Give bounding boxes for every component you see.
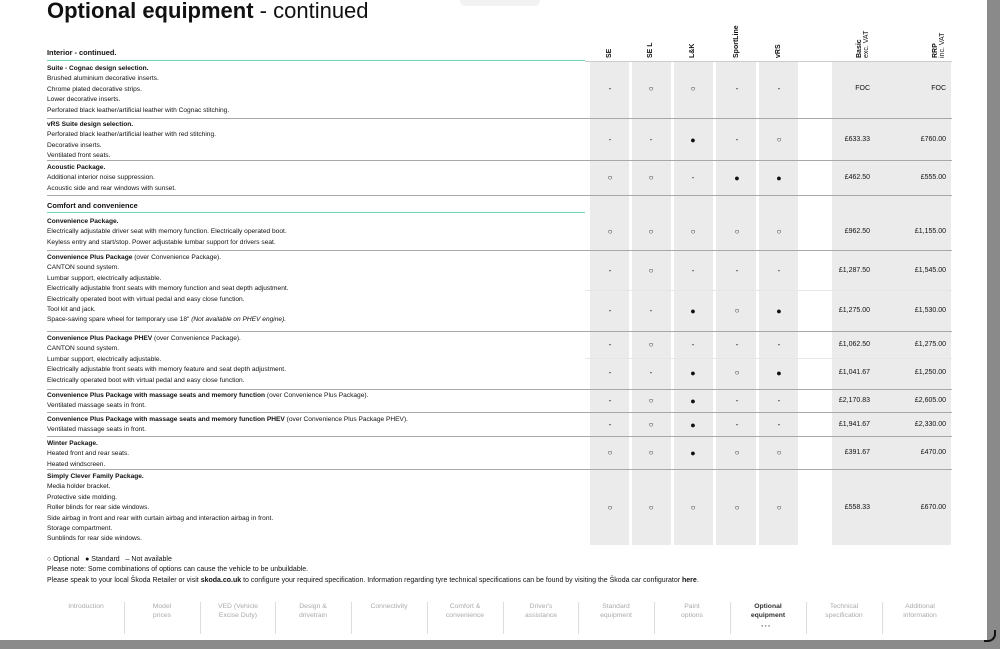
nav-label: Optional (754, 603, 782, 610)
not-available-dash: - (735, 420, 739, 429)
standard-dot: ● (690, 448, 696, 458)
nav-separator (427, 602, 428, 634)
column-header-sportline: SportLine (733, 25, 740, 58)
nav-separator (124, 602, 125, 634)
nav-separator (730, 602, 731, 634)
option-name: vRS Suite design selection. (47, 121, 134, 128)
optional-circle: ○ (648, 340, 654, 349)
standard-dot: ● (690, 420, 696, 430)
not-available-dash: - (777, 340, 781, 349)
nav-separator (275, 602, 276, 634)
optional-circle: ○ (607, 173, 613, 182)
column-background-6 (879, 62, 951, 545)
column-header-vrs: vRS (775, 44, 782, 58)
nav-label-line2: drivetrain (299, 612, 327, 619)
not-available-dash: - (608, 420, 612, 429)
not-available-dash: - (735, 266, 739, 275)
nav-label-line2: prices (152, 612, 172, 619)
option-feature-line: Media holder bracket. (47, 483, 111, 491)
nav-separator (351, 602, 352, 634)
not-available-dash: - (608, 135, 612, 144)
not-available-dash: - (608, 266, 612, 275)
nav-label: Comfort & (449, 603, 481, 610)
row-divider (47, 389, 952, 390)
not-available-dash: - (649, 368, 653, 377)
row-name (47, 253, 221, 263)
option-feature-line: Chrome plated decorative strips. (47, 85, 142, 93)
option-feature-line: Electrically adjustable front seats with memory feature and seat depth adjustment. (47, 366, 286, 374)
row-name (47, 472, 144, 482)
not-available-dash: - (777, 266, 781, 275)
nav-separator (654, 602, 655, 634)
nav-item-comfort[interactable] (427, 602, 503, 620)
row-divider (47, 118, 952, 119)
option-feature-line: Electrically adjustable front seats with memory function and seat depth adjustment. (47, 285, 289, 293)
optional-circle: ○ (648, 420, 654, 429)
option-feature-line: CANTON sound system. (47, 345, 120, 353)
option-note: (over Convenience Package). (152, 335, 241, 342)
not-available-dash: - (735, 84, 739, 93)
standard-dot: ● (734, 173, 740, 183)
rrp-price: £1,250.00 (914, 369, 946, 376)
option-name: Convenience Plus Package (47, 254, 133, 261)
option-feature-line: CANTON sound system. (47, 264, 120, 272)
nav-label-line2: assistance (524, 612, 558, 619)
note-unbuildable: Please note: Some combinations of options can cause the vehicle to be unbuildable. (47, 566, 309, 573)
column-header-lk: L&K (689, 43, 696, 58)
column-header-se: SE (606, 48, 613, 58)
rrp-price: £760.00 (920, 136, 946, 143)
nav-label: Technical (829, 603, 859, 610)
legend-symbol: ● (79, 556, 92, 563)
standard-dot: ● (776, 368, 782, 378)
option-feature-line (47, 315, 286, 325)
rrp-price: £670.00 (920, 504, 946, 511)
nav-label-line2: convenience (445, 612, 485, 619)
nav-label: Paint (684, 603, 700, 610)
optional-circle: ○ (648, 448, 654, 457)
option-feature-line: Lower decorative inserts. (47, 96, 121, 104)
rrp-price: £470.00 (920, 449, 946, 456)
optional-circle: ○ (734, 503, 740, 512)
basic-price: £558.33 (844, 504, 870, 511)
nav-label: Standard (602, 603, 630, 610)
row-name (47, 217, 118, 227)
basic-price: £633.33 (844, 136, 870, 143)
standard-dot: ● (776, 306, 782, 316)
nav-label: Introduction (68, 603, 104, 610)
optional-circle: ○ (648, 266, 654, 275)
row-divider (47, 436, 952, 437)
legend-na: Not available (131, 556, 172, 563)
optional-circle: ○ (734, 227, 740, 236)
note-text: Please speak to your local Škoda Retailer or visit (47, 577, 201, 584)
row-name (47, 163, 105, 173)
nav-label-line2: equipment (750, 612, 786, 619)
row-name (47, 120, 133, 130)
nav-item-standard[interactable] (578, 602, 654, 620)
nav-item-introduction[interactable] (48, 602, 124, 611)
nav-separator (200, 602, 201, 634)
standard-dot: ● (690, 306, 696, 316)
option-feature-line: Heated windscreen. (47, 460, 106, 468)
price-col-label: RRP (932, 43, 939, 58)
sub-row-divider (585, 290, 952, 291)
option-feature-line: Side airbag in front and rear with curtain airbag and interaction airbag in front. (47, 514, 274, 522)
rrp-price: £1,275.00 (914, 341, 946, 348)
option-feature-line: Storage compartment. (47, 525, 113, 532)
note-text: to configure your required specification. Information regarding tyre technical specifications can be found by visiting the Škoda car configurator (241, 577, 683, 584)
option-name: Convenience Package. (47, 218, 119, 225)
nav-label-line2: specification (825, 612, 863, 619)
nav-separator (806, 602, 807, 634)
price-col-sub: exc. VAT (863, 30, 870, 58)
option-note: (over Convenience Plus Package). (265, 392, 369, 399)
here-link[interactable]: here (682, 577, 697, 584)
rrp-price: FOC (931, 85, 946, 92)
nav-label-line2: options (681, 612, 703, 619)
option-feature-line: Protective side molding. (47, 493, 118, 501)
option-feature-line: Heated front and rear seats. (47, 450, 130, 458)
not-available-dash: - (691, 266, 695, 275)
option-name: Convenience Plus Package with massage seats and memory function (47, 392, 266, 399)
feature-text: Space-saving spare wheel for temporary use 18" (47, 316, 192, 324)
legend (47, 556, 172, 563)
legend-symbol: ○ (47, 556, 54, 563)
legend-optional: Optional (53, 556, 80, 563)
option-feature-line: Decorative inserts. (47, 141, 102, 149)
option-name: Suite - Cognac design selection. (47, 65, 149, 72)
optional-circle: ○ (648, 227, 654, 236)
nav-label-line2: equipment (600, 612, 632, 619)
option-note: (over Convenience Plus Package PHEV). (284, 416, 408, 423)
column-header-rrp-price (932, 33, 946, 58)
row-divider (47, 412, 952, 413)
standard-dot: ● (690, 135, 696, 145)
optional-circle: ○ (776, 448, 782, 457)
row-name (47, 391, 368, 401)
nav-item-design[interactable] (275, 602, 351, 620)
optional-circle: ○ (648, 84, 654, 93)
standard-dot: ● (690, 368, 696, 378)
legend-symbol: – (119, 556, 132, 563)
section-interior: Interior - continued. (47, 48, 117, 57)
optional-circle: ○ (690, 84, 696, 93)
price-col-sub: inc. VAT (939, 32, 946, 58)
sub-row-divider (585, 358, 952, 359)
standard-dot: ● (776, 173, 782, 183)
optional-circle: ○ (776, 135, 782, 144)
row-name (47, 439, 98, 449)
skoda-link[interactable]: skoda.co.uk (200, 577, 242, 584)
nav-label: Additional (905, 603, 935, 610)
optional-circle: ○ (648, 173, 654, 182)
option-feature-line: Sunblinds for rear side windows. (47, 535, 142, 543)
basic-price: £391.67 (844, 449, 870, 456)
option-note: (over Convenience Package). (132, 254, 222, 261)
top-tab-shadow (460, 0, 540, 6)
nav-item-driver-s[interactable] (503, 602, 579, 620)
active-page-dots: ●●● (761, 623, 772, 628)
option-feature-line: Brushed aluminium decorative inserts. (47, 75, 159, 83)
row-name (47, 415, 408, 425)
section-comfort: Comfort and convenience (47, 201, 138, 210)
option-feature-line: Electrically adjustable driver seat with memory function. Electrically operated boot. (47, 228, 287, 236)
optional-circle: ○ (776, 503, 782, 512)
nav-label: Driver's (529, 603, 553, 610)
basic-price: £1,062.50 (838, 341, 870, 348)
price-col-label: Basic (856, 39, 863, 58)
nav-item-ved-vehicle[interactable] (200, 602, 276, 620)
not-available-dash: - (777, 396, 781, 405)
nav-item-model[interactable] (124, 602, 200, 620)
not-available-dash: - (691, 173, 695, 182)
not-available-dash: - (608, 396, 612, 405)
basic-price: £1,941.67 (838, 421, 870, 428)
nav-label: VED (Vehicle (217, 603, 259, 610)
rrp-price: £1,530.00 (914, 307, 946, 314)
basic-price: £1,287.50 (838, 267, 870, 274)
row-divider (47, 195, 952, 196)
optional-circle: ○ (690, 503, 696, 512)
page-curl-corner (984, 630, 996, 642)
option-feature-line: Tool kit and jack. (47, 306, 96, 313)
page-title: Optional equipment - continued (47, 0, 369, 23)
rrp-price: £2,605.00 (914, 397, 946, 404)
optional-circle: ○ (734, 368, 740, 377)
optional-circle: ○ (776, 227, 782, 236)
row-divider (47, 331, 952, 332)
legend-standard: Standard (91, 556, 120, 563)
nav-separator (503, 602, 504, 634)
standard-dot: ● (690, 396, 696, 406)
row-name (47, 334, 241, 344)
optional-circle: ○ (734, 448, 740, 457)
nav-label-line2: Excise Duty) (218, 612, 258, 619)
nav-item-technical[interactable] (806, 602, 882, 620)
option-name: Convenience Plus Package with massage seats and memory function PHEV (47, 416, 285, 423)
optional-circle: ○ (607, 448, 613, 457)
nav-label: Design & (299, 603, 327, 610)
option-feature-line: Electrically operated boot with virtual pedal and easy close function. (47, 376, 245, 384)
basic-price: FOC (855, 85, 870, 92)
rrp-price: £1,545.00 (914, 267, 946, 274)
optional-circle: ○ (607, 503, 613, 512)
column-header-sel: SE L (647, 42, 654, 58)
not-available-dash: - (608, 368, 612, 377)
option-feature-line: Ventilated front seats. (47, 152, 111, 160)
option-feature-line: Keyless entry and start/stop. Power adjustable lumbar support for drivers seat. (47, 238, 276, 246)
option-name: Winter Package. (47, 440, 98, 447)
option-name: Simply Clever Family Package. (47, 473, 144, 480)
not-available-dash: - (649, 135, 653, 144)
option-feature-line: Roller blinds for rear side windows. (47, 504, 150, 512)
option-feature-line: Ventilated massage seats in front. (47, 426, 146, 434)
not-available-dash: - (777, 420, 781, 429)
optional-circle: ○ (648, 396, 654, 405)
note-configure: Please speak to your local Škoda Retailer or visit skoda.co.uk to configure your required specification. Information regarding tyre technical specifications can be found by visiting the Škoda car configurator here. (47, 577, 699, 584)
option-feature-line: Additional interior noise suppression. (47, 174, 155, 182)
rrp-price: £555.00 (920, 174, 946, 181)
nav-label: Model (152, 603, 172, 610)
option-feature-line: Perforated black leather/artificial leather with red stitching. (47, 131, 216, 139)
option-feature-line: Lumbar support, electrically adjustable. (47, 274, 162, 282)
rrp-price: £2,330.00 (914, 421, 946, 428)
basic-price: £962.50 (844, 228, 870, 235)
not-available-dash: - (649, 306, 653, 315)
option-name: Acoustic Package. (47, 164, 106, 171)
basic-price: £462.50 (844, 174, 870, 181)
column-header-basic-price (856, 31, 870, 58)
row-name (47, 64, 149, 74)
row-divider (47, 250, 952, 251)
nav-item-optional[interactable] (730, 602, 806, 620)
nav-item-connectivity[interactable] (351, 602, 427, 611)
header-rule (585, 61, 952, 62)
basic-price: £1,041.67 (838, 369, 870, 376)
not-available-dash: - (735, 340, 739, 349)
nav-label: Connectivity (370, 603, 408, 610)
optional-circle: ○ (734, 306, 740, 315)
not-available-dash: - (608, 306, 612, 315)
option-feature-line: Ventilated massage seats in front. (47, 402, 146, 410)
not-available-dash: - (691, 340, 695, 349)
nav-item-additional[interactable] (882, 602, 958, 620)
row-divider (47, 469, 952, 470)
row-divider (47, 160, 952, 161)
not-available-dash: - (777, 84, 781, 93)
basic-price: £1,275.00 (838, 307, 870, 314)
not-available-dash: - (735, 396, 739, 405)
nav-label-line2: information (903, 612, 937, 619)
not-available-dash: - (735, 135, 739, 144)
optional-circle: ○ (690, 227, 696, 236)
section-underline (47, 212, 585, 213)
nav-separator (882, 602, 883, 634)
option-name: Convenience Plus Package PHEV (47, 335, 153, 342)
option-feature-line: Acoustic side and rear windows with sunset. (47, 184, 177, 192)
optional-circle: ○ (648, 503, 654, 512)
section-underline (47, 60, 585, 61)
basic-price: £2,170.83 (838, 397, 870, 404)
rrp-price: £1,155.00 (914, 228, 946, 235)
nav-item-paint[interactable] (654, 602, 730, 620)
nav-separator (578, 602, 579, 634)
not-available-dash: - (608, 84, 612, 93)
optional-circle: ○ (607, 227, 613, 236)
option-feature-line: Electrically operated boot with virtual pedal and easy close function. (47, 295, 245, 303)
option-feature-line: Lumbar support, electrically adjustable. (47, 355, 162, 363)
option-feature-line: Perforated black leather/artificial leather with Cognac stitching. (47, 106, 230, 114)
not-available-dash: - (608, 340, 612, 349)
feature-note: (Not available on PHEV engine). (191, 316, 287, 324)
